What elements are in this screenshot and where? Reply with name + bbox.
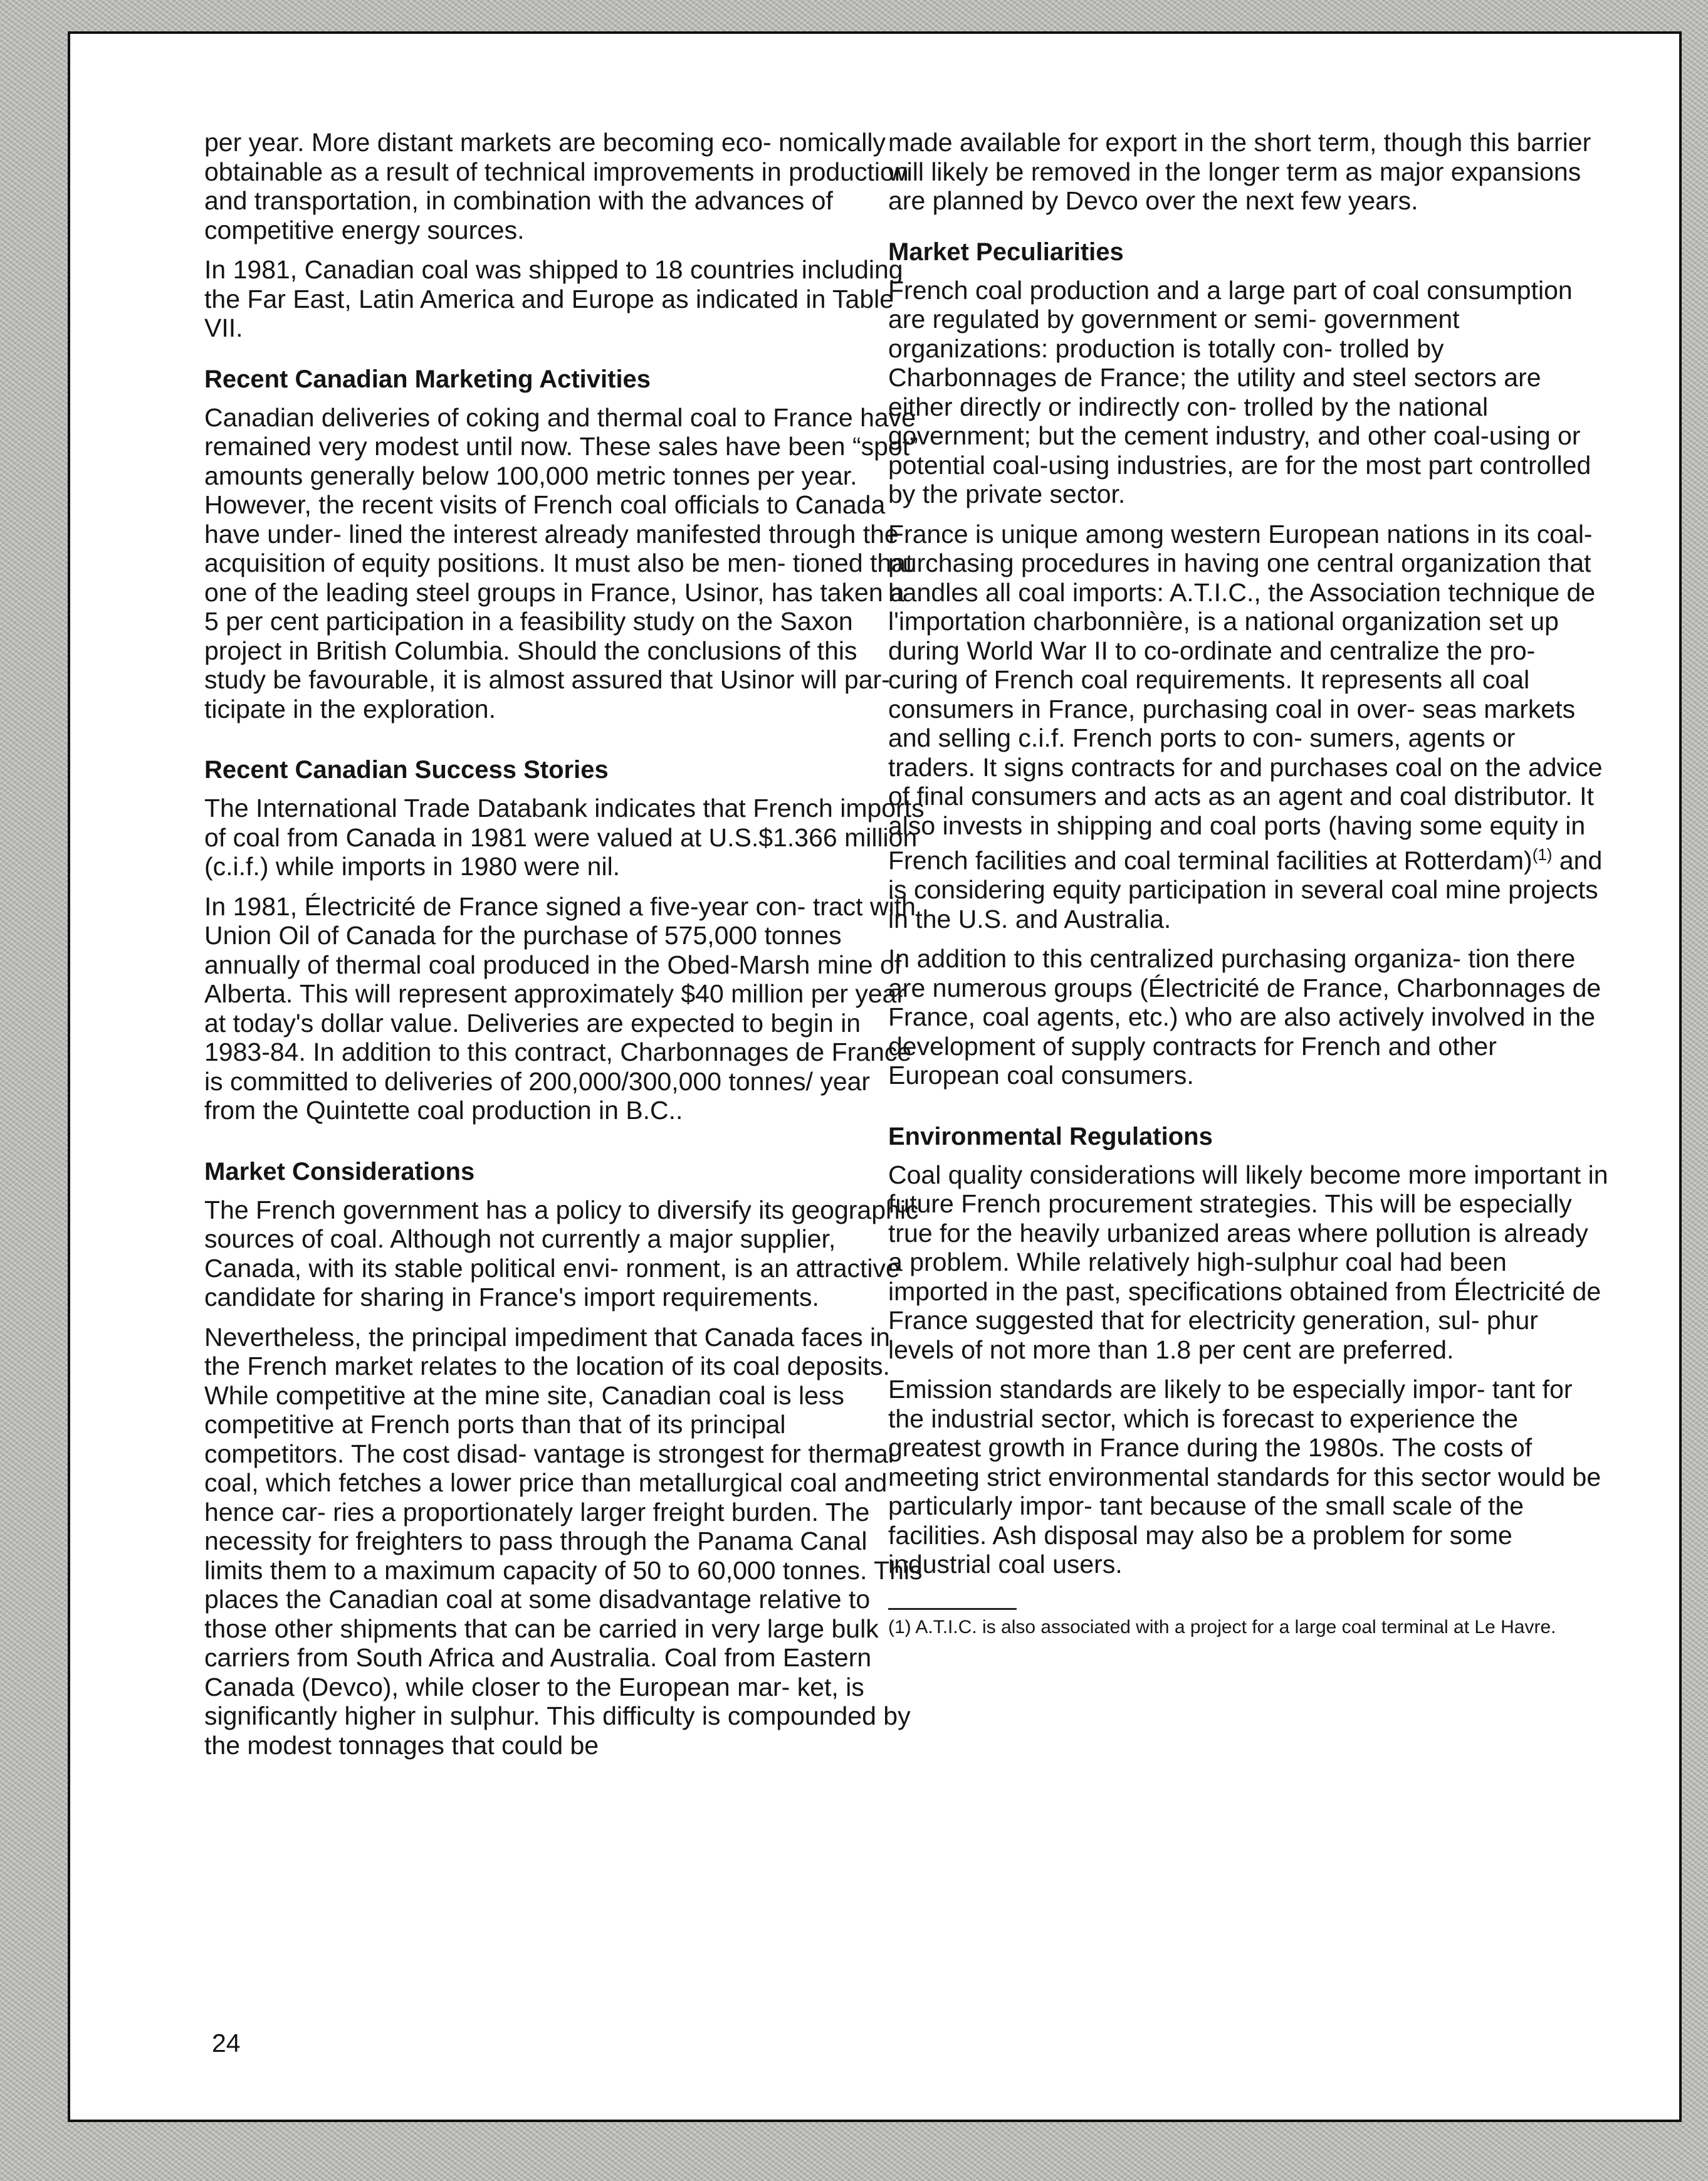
- section-heading-market: Market Considerations: [204, 1157, 475, 1185]
- footnote-reference: (1): [1532, 845, 1553, 864]
- left-column: [204, 128, 925, 1770]
- paragraph-text: and is considering equity participation in several coal mine projects in the U.S. and Australia.: [888, 846, 1603, 933]
- paragraph: Nevertheless, the principal impediment that Canada faces in the French market relates to the location of its coal deposits. While competitive at the mine site, Canadian coal is less competitive at French ports than that of its principal competitors. The cost disad- vantage is strongest for thermal coal, which fetches a lower price than metallurgical coal and hence car- ries a proportionately larger freight burden. The necessity for freighters to pass through the Panama Canal limits them to a maximum capacity of 50 to 60,000 tonnes. This places the Canadian coal at some disadvantage relative to those other shipments that can be carried in very large bulk carriers from South Africa and Australia. Coal from Eastern Canada (Devco), while closer to the European mar- ket, is significantly higher in sulphur. This difficulty is compounded by the modest tonnages that could be: [204, 1322, 923, 1760]
- paragraph: Emission standards are likely to be especially impor- tant for the industrial sector, which is forecast to experience the greatest growth in France during the 1980s. The costs of meeting strict environmental standards for this sector would be particularly impor- tant because of the small scale of the facilities. Ash disposal may also be a problem for some industrial coal users.: [888, 1375, 1601, 1579]
- paragraph: made available for export in the short term, though this barrier will likely be removed in the longer term as major expansions are planned by Devco over the next few years.: [888, 128, 1591, 215]
- section-heading-success: Recent Canadian Success Stories: [204, 756, 609, 784]
- paragraph: In addition to this centralized purchasing organiza- tion there are numerous groups (Électricité de France, Charbonnages de France, coal agents, etc.) who are also actively involved in the development of supply contracts for French and other European coal consumers.: [888, 944, 1601, 1090]
- paragraph-text: France is unique among western European nations in its coal-purchasing procedures in having one central organization that handles all coal imports: A.T.I.C., the Association technique de l'importation charbonnière, is a national organization set up during World War II to co-ordinate and centralize the pro- curing of French coal requirements. It represents all coal consumers in France, purchasing coal in over- seas markets and selling c.i.f. French ports to con- sumers, agents or traders. It signs contracts for and purchases coal on the advice of final consumers and acts as an agent and coal distributor. It also invests in shipping and coal ports (having some equity in French facilities and coal terminal facilities at Rotterdam): [888, 519, 1603, 875]
- section-heading-peculiarities: Market Peculiarities: [888, 238, 1124, 266]
- page-number: 24: [212, 2029, 241, 2057]
- document-page: [68, 31, 1682, 2122]
- paragraph: Canadian deliveries of coking and thermal coal to France have remained very modest until now. These sales have been “spot” amounts generally below 100,000 metric tonnes per year. However, the recent visits of French coal officials to Canada have under- lined the interest already manifested through the acquisition of equity positions. It must also be men- tioned that one of the leading steel groups in France, Usinor, has taken a 5 per cent participation in a feasibility study on the Saxon project in British Columbia. Should the conclusions of this study be favourable, it is almost assured that Usinor will par- ticipate in the exploration.: [204, 402, 918, 723]
- paragraph: The International Trade Databank indicates that French imports of coal from Canada in 1981 were valued at U.S.$1.366 million (c.i.f.) while imports in 1980 were nil.: [204, 794, 925, 881]
- right-column: [888, 128, 1609, 1639]
- paragraph: per year. More distant markets are becoming eco- nomically obtainable as a result of technical improvements in production and transportation, in combination with the advances of competitive energy sources.: [204, 128, 909, 244]
- footnote-divider: [888, 1608, 1017, 1610]
- section-heading-environment: Environmental Regulations: [888, 1122, 1213, 1150]
- paragraph: In 1981, Canadian coal was shipped to 18 countries including the Far East, Latin America and Europe as indicated in Table VII.: [204, 255, 903, 342]
- paragraph: The French government has a policy to diversify its geographic sources of coal. Although not currently a major supplier, Canada, with its stable political envi- ronment, is an attractive candidate for sharing in France's import requirements.: [204, 1195, 919, 1311]
- paragraph: [888, 520, 1609, 934]
- footnote: (1) A.T.I.C. is also associated with a project for a large coal terminal at Le Havre.: [888, 1616, 1556, 1637]
- paragraph: French coal production and a large part of coal consumption are regulated by government or semi- government organizations: production is totally con- trolled by Charbonnages de France; the utility and steel sectors are either directly or indirectly con- trolled by the national government; but the cement industry, and other coal-using or potential coal-using industries, are for the most part controlled by the private sector.: [888, 275, 1591, 508]
- paragraph: In 1981, Électricité de France signed a five-year con- tract with Union Oil of Canada for the purchase of 575,000 tonnes annually of thermal coal produced in the Obed-Marsh mine of Alberta. This will represent approximately $40 million per year at today's dollar value. Deliveries are expected to begin in 1983-84. In addition to this contract, Charbonnages de France is committed to deliveries of 200,000/300,000 tonnes/ year from the Quintette coal production in B.C..: [204, 891, 916, 1125]
- section-heading-marketing: Recent Canadian Marketing Activities: [204, 365, 651, 393]
- paragraph: Coal quality considerations will likely become more important in future French procurement strategies. This will be especially true for the heavily urbanized areas where pollution is already a problem. While relatively high-sulphur coal had been imported in the past, specifications obtained from Électricité de France suggested that for electricity generation, sul- phur levels of not more than 1.8 per cent are preferred.: [888, 1160, 1608, 1364]
